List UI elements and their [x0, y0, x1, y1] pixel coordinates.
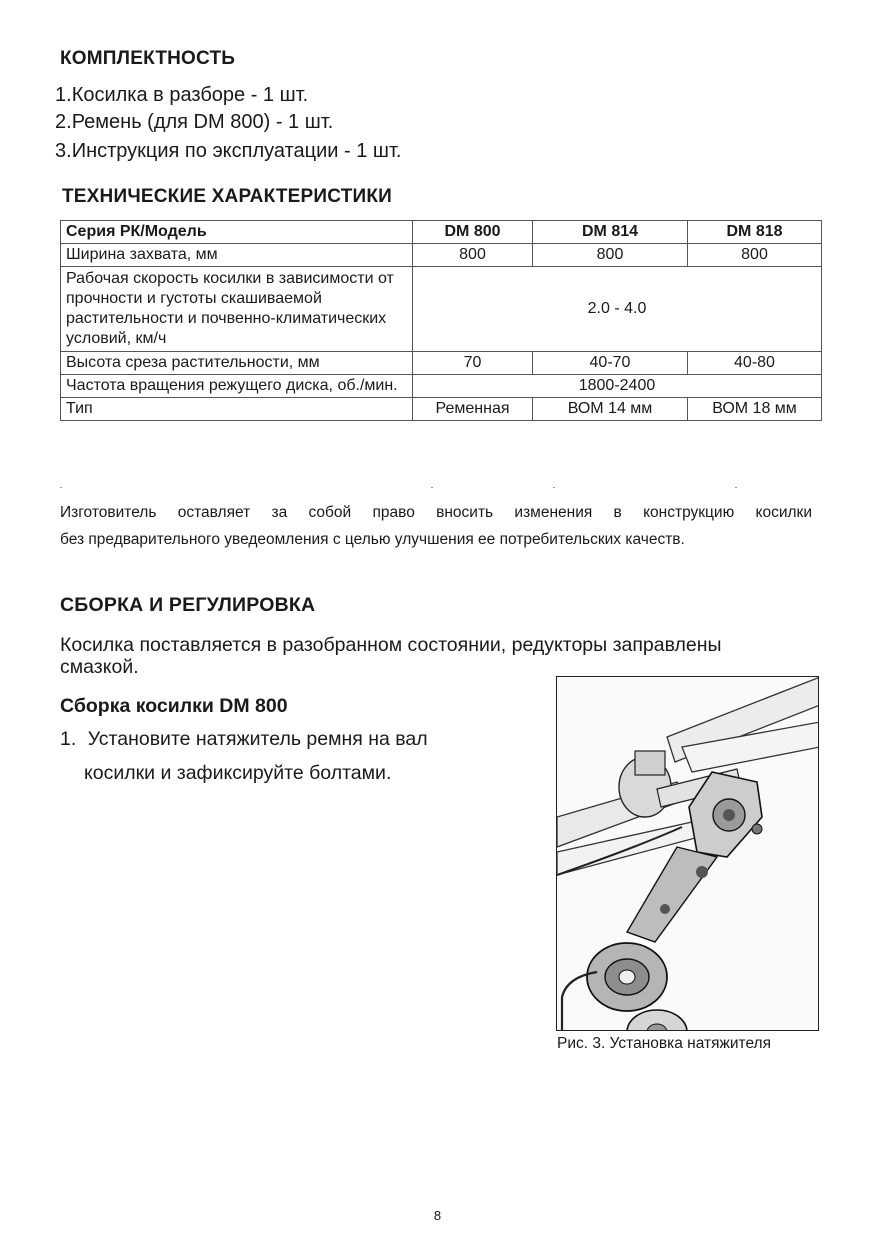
table-header-row: [61, 221, 822, 244]
figure-tensioner-photo: [556, 676, 819, 1031]
item-text: Косилка в разборе: [71, 84, 246, 106]
completeness-item-2: [55, 111, 333, 134]
completeness-heading: КОМПЛЕКТНОСТЬ: [60, 48, 236, 69]
table-row: [61, 267, 822, 352]
table-row: [61, 375, 822, 398]
table-cell: ВОМ 18 мм: [688, 398, 822, 421]
row-label: Частота вращения режущего диска, об./мин.: [61, 375, 413, 398]
item-number: 1.: [55, 84, 72, 106]
table-cell: ВОМ 14 мм: [533, 398, 688, 421]
assembly-subheading: Сборка косилки DM 800: [60, 695, 288, 717]
table-row: [61, 398, 822, 421]
row-label: Высота среза растительности, мм: [61, 352, 413, 375]
table-cell: 800: [688, 244, 822, 267]
table-cell: 1800-2400: [413, 375, 822, 398]
table-cell: 2.0 - 4.0: [413, 267, 822, 352]
completeness-item-1: [55, 84, 308, 107]
step-1-line-1: [60, 728, 428, 750]
table-cell: 40-80: [688, 352, 822, 375]
row-label: Тип: [61, 398, 413, 421]
scan-mark: [735, 487, 737, 488]
step-number: 1.: [60, 728, 77, 750]
row-label: Ширина захвата, мм: [61, 244, 413, 267]
table-cell: 800: [413, 244, 533, 267]
item-text: Ремень (для DM 800): [71, 111, 271, 133]
page-number: 8: [433, 1208, 442, 1223]
scan-mark: [431, 487, 433, 488]
step-1-line-2: косилки и зафиксируйте болтами.: [84, 762, 392, 784]
assembly-heading: СБОРКА И РЕГУЛИРОВКА: [60, 594, 316, 616]
table-cell: 70: [413, 352, 533, 375]
disclaimer-line-2: без предварительного уведеомления с целью улучшения ее потребительских качеств.: [60, 531, 685, 548]
table-cell: Ременная: [413, 398, 533, 421]
table-cell: 40-70: [533, 352, 688, 375]
header-cell: DM 814: [533, 221, 688, 244]
item-qty: - 1 шт.: [275, 111, 334, 133]
disclaimer-line-1: Изготовитель оставляет за собой право вносить изменения в конструкцию косилки: [60, 504, 812, 521]
assembly-intro-line-1: Косилка поставляется в разобранном состоянии, редукторы заправлены: [60, 634, 722, 656]
item-text: Инструкция по эксплуатации: [71, 140, 339, 162]
header-cell: DM 800: [413, 221, 533, 244]
header-cell: Серия РК/Модель: [61, 221, 413, 244]
table-row: [61, 352, 822, 375]
scan-mark: [553, 487, 555, 488]
item-number: 2.: [55, 111, 72, 133]
specs-table: [60, 220, 822, 421]
tensioner-illustration: [557, 677, 819, 1031]
item-qty: - 1 шт.: [250, 84, 309, 106]
specs-heading: ТЕХНИЧЕСКИЕ ХАРАКТЕРИСТИКИ: [62, 186, 393, 207]
item-qty: - 1 шт.: [344, 140, 402, 162]
row-label: Рабочая скорость косилки в зависимости от прочности и густоты скашиваемой растительности и почвенно-климатических условий, км/ч: [61, 267, 413, 352]
assembly-intro-line-2: смазкой.: [60, 656, 139, 678]
figure-caption: Рис. 3. Установка натяжителя: [557, 1035, 771, 1052]
item-number: 3.: [55, 140, 72, 162]
scan-mark: [60, 487, 62, 488]
step-text: Установите натяжитель ремня на вал: [87, 728, 428, 750]
table-cell: 800: [533, 244, 688, 267]
table-row: [61, 244, 822, 267]
completeness-item-3: [55, 140, 401, 163]
header-cell: DM 818: [688, 221, 822, 244]
